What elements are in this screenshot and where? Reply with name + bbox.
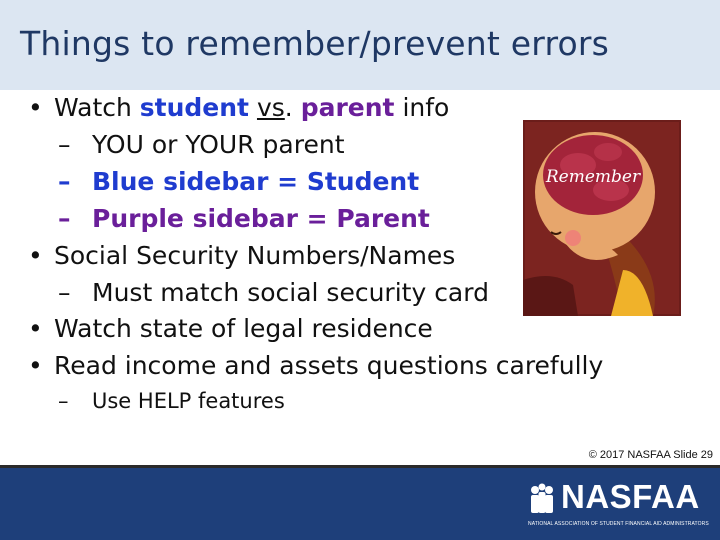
period: .	[284, 93, 301, 122]
bullet-ssn-names	[28, 241, 455, 270]
logo-subtitle: NATIONAL ASSOCIATION OF STUDENT FINANCIAL AID ADMINISTRATORS	[528, 521, 709, 527]
bullet-income-assets	[28, 351, 603, 380]
bullet-text: Read income and assets questions carefully	[54, 351, 604, 380]
bullet-marker: •	[28, 93, 43, 122]
sub-bullet-you-or-parent	[58, 130, 345, 159]
sub-bullet-blue-sidebar	[58, 167, 419, 196]
bullet-text-end: info	[394, 93, 450, 122]
cheek-shape	[565, 230, 581, 246]
remember-word: Remember	[545, 167, 641, 187]
sub-bullet-ssn-card	[58, 278, 489, 307]
logo-wordmark: NASFAA	[561, 478, 700, 515]
bullet-text: Social Security Numbers/Names	[54, 241, 456, 270]
remember-illustration	[523, 120, 681, 316]
keyword-student: student	[139, 93, 250, 122]
nasfaa-logo	[527, 478, 710, 531]
people-icon	[527, 483, 557, 515]
keyword-parent: parent	[300, 93, 395, 122]
bullet-text: Watch state of legal residence	[54, 314, 433, 343]
bullet-text: Watch	[54, 93, 140, 122]
dash-marker: –	[58, 204, 71, 233]
dash-marker: –	[58, 389, 69, 413]
sub-bullet-text: Use HELP features	[92, 389, 285, 413]
sub-bullet-text: YOU or YOUR parent	[92, 130, 345, 159]
sub-bullet-text: Purple sidebar = Parent	[92, 204, 430, 233]
sub-bullet-help-features	[58, 389, 285, 413]
bullet-student-vs-parent	[28, 93, 449, 122]
keyword-vs: vs	[256, 93, 285, 122]
sub-bullet-purple-sidebar	[58, 204, 430, 233]
bullet-marker: •	[28, 351, 43, 380]
sub-bullet-text: Must match social security card	[92, 278, 489, 307]
dash-marker: –	[58, 278, 71, 307]
bullet-legal-residence	[28, 314, 433, 343]
bullet-marker: •	[28, 241, 43, 270]
dash-marker: –	[58, 130, 71, 159]
copyright-slide-number: © 2017 NASFAA Slide 29	[588, 449, 713, 461]
slide-title: Things to remember/prevent errors	[20, 24, 610, 63]
sub-bullet-text: Blue sidebar = Student	[92, 167, 420, 196]
dash-marker: –	[58, 167, 71, 196]
bullet-marker: •	[28, 314, 43, 343]
space	[249, 93, 257, 122]
